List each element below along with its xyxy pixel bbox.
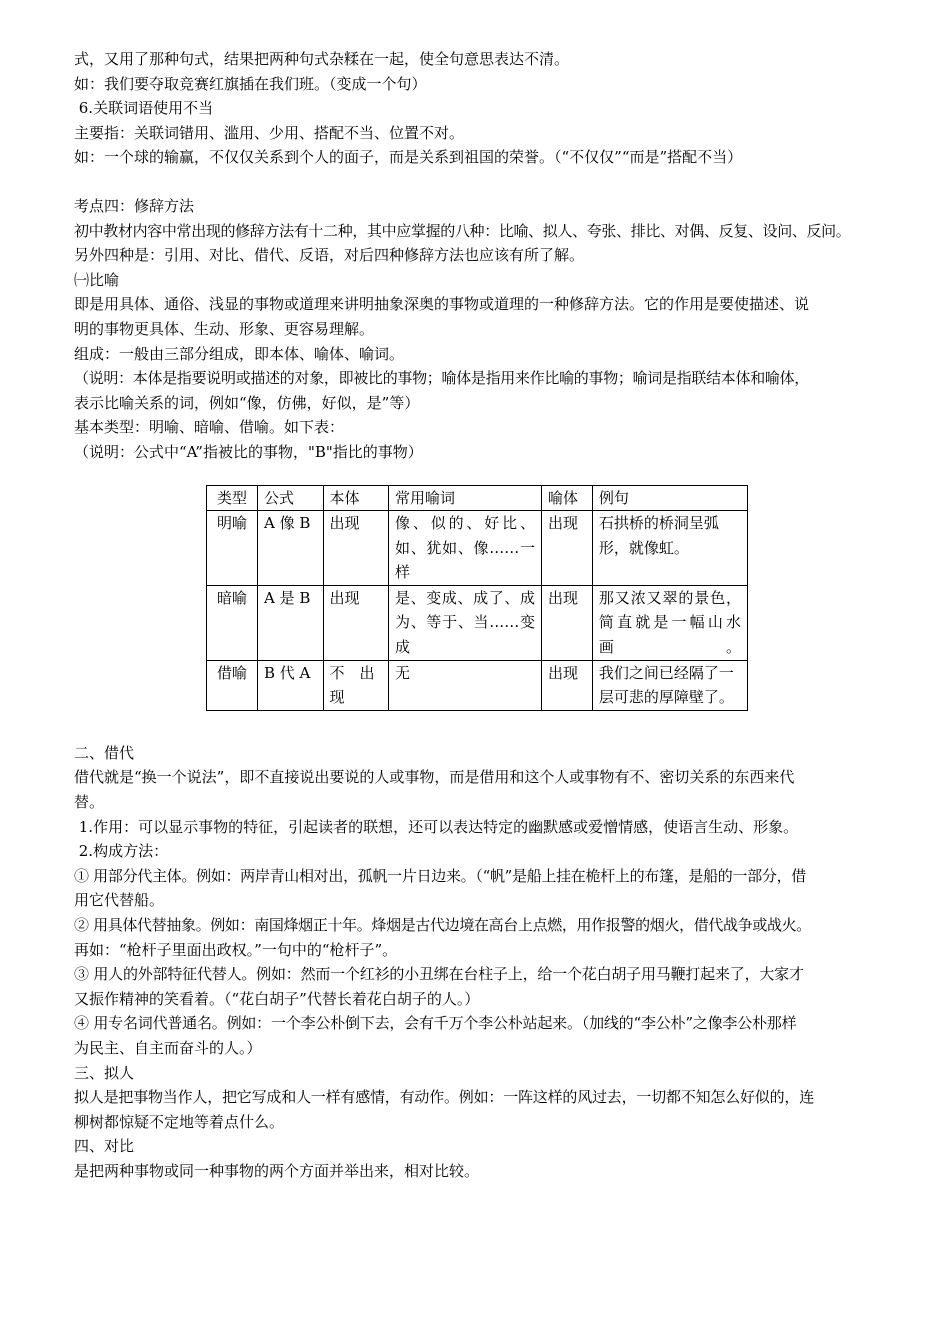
table-cell: 无 (389, 660, 542, 710)
table-cell: A 是 B (257, 585, 323, 660)
paragraph-block-bottom (74, 741, 900, 1184)
text-line: 6.关联词语使用不当 (74, 99, 214, 118)
section-heading: 考点四：修辞方法 (74, 196, 195, 215)
section-rhetoric (74, 194, 900, 465)
text-line: ② 用具体代替抽象。例如：南国烽烟正十年。烽烟是古代边境在高台上点燃，用作报警的烟火，借代战争或战火。 (74, 916, 811, 934)
text-line: 2.构成方法： (74, 842, 169, 861)
section-heading: 四、对比 (74, 1137, 135, 1156)
text-line: ③ 用人的外部特征代替人。例如：然而一个红衫的小丑绑在台柱子上，给一个花白胡子用马鞭打起来了，大家才 (74, 965, 804, 984)
document-page (74, 47, 900, 1184)
table-header-cell: 例句 (592, 485, 747, 511)
metaphor-table-wrapper (206, 485, 748, 711)
table-cell: 是、变成、成了、成为、等于、当……变成 (389, 585, 542, 660)
text-line: 明的事物更具体、生动、形象、更容易理解。 (74, 319, 375, 338)
section-heading: 三、拟人 (74, 1063, 135, 1082)
text-line: 另外四种是：引用、对比、借代、反语，对后四种修辞方法也应该有所了解。 (74, 246, 585, 265)
table-cell: 那又浓又翠的景色，简直就是一幅山水画。 (592, 585, 747, 660)
table-cell: 出现 (323, 511, 389, 586)
text-line: 1.作用：可以显示事物的特征，引起读者的联想，还可以表达特定的幽默感或爱憎情感，使语言生动、形象。 (74, 817, 799, 836)
table-header-row (207, 485, 748, 511)
table-header-cell: 常用喻词 (389, 485, 542, 511)
table-cell: 我们之间已经隔了一层可悲的厚障壁了。 (592, 660, 747, 710)
text-line: ① 用部分代主体。例如：两岸青山相对出，孤帆一片日边来。（“帆”是船上挂在桅杆上的布篷，是船的一部分，借 (74, 866, 807, 885)
text-line: 表示比喻关系的词，例如“像，仿佛，好似，是”等） (74, 393, 420, 412)
table-cell: 出现 (541, 660, 592, 710)
section-heading: 二、借代 (74, 743, 135, 762)
table-cell: 不 出现 (323, 660, 389, 710)
table-cell: 暗喻 (207, 585, 258, 660)
table-row (207, 585, 748, 660)
table-cell: 明喻 (207, 511, 258, 586)
text-line: 基本类型：明喻、暗喻、借喻。如下表： (74, 418, 345, 437)
text-line: 如：一个球的输赢，不仅仅关系到个人的面子，而是关系到祖国的荣誉。（“不仅仅”“而是”搭配不当） (74, 148, 743, 167)
text-line: 借代就是“换一个说法”，即不直接说出要说的人或事物，而是借用和这个人或事物有不、密切关系的东西来代 (74, 768, 795, 787)
table-cell: 借喻 (207, 660, 258, 710)
text-line: 拟人是把事物当作人，把它写成和人一样有感情，有动作。例如：一阵这样的风过去，一切都不知怎么好似的，连 (74, 1088, 815, 1107)
text-line: 是把两种事物或同一种事物的两个方面并举出来，相对比较。 (74, 1161, 480, 1180)
table-cell: 石拱桥的桥洞呈弧形，就像虹。 (592, 511, 747, 586)
table-header-cell: 喻体 (541, 485, 592, 511)
table-cell: 出现 (323, 585, 389, 660)
text-line: 用它代替船。 (74, 891, 165, 910)
text-line: （说明：公式中“A”指被比的事物，"B"指比的事物） (74, 442, 423, 461)
table-cell: B 代 A (257, 660, 323, 710)
text-line: 组成：一般由三部分组成，即本体、喻体、喻词。 (74, 344, 405, 363)
text-line: 如：我们要夺取竞赛红旗插在我们班。（变成一个句） (74, 74, 427, 93)
text-line: 式，又用了那种句式，结果把两种句式杂糅在一起，使全句意思表达不清。 (74, 50, 570, 68)
table-cell: A 像 B (257, 511, 323, 586)
metaphor-table (206, 485, 748, 711)
text-line: （说明：本体是指要说明或描述的对象，即被比的事物；喻体是指用来作比喻的事物；喻词是指联结本体和喻体， (74, 369, 810, 388)
table-row (207, 511, 748, 586)
text-line: 柳树都惊疑不定地等着点什么。 (74, 1112, 285, 1131)
text-line: 再如：“枪杆子里面出政权。”一句中的“枪杆子”。 (74, 940, 398, 959)
table-header-cell: 公式 (257, 485, 323, 511)
table-row (207, 660, 748, 710)
table-header-cell: 类型 (207, 485, 258, 511)
text-line: 替。 (74, 793, 105, 812)
text-line: ④ 用专名词代普通名。例如：一个李公朴倒下去，会有千万个李公朴站起来。（加线的“李公朴”之像李公朴那样 (74, 1014, 797, 1033)
table-cell: 出现 (541, 511, 592, 586)
text-line: 初中教材内容中常出现的修辞方法有十二种，其中应掌握的八种：比喻、拟人、夸张、排比、对偶、反复、设问、反问。 (74, 221, 851, 240)
subsection-heading: ㈠比喻 (74, 270, 120, 289)
text-line: 即是用具体、通俗、浅显的事物或道理来讲明抽象深奥的事物或道理的一种修辞方法。它的作用是要使描述、说 (74, 295, 810, 314)
text-line: 又振作精神的笑看着。（“花白胡子”代替长着花白胡子的人。） (74, 989, 480, 1008)
table-cell: 像、似的、好比、如、犹如、像……一样 (389, 511, 542, 586)
text-line: 主要指：关联词错用、滥用、少用、搭配不当、位置不对。 (74, 123, 465, 142)
paragraph-block-top (74, 47, 900, 170)
blank-line (74, 170, 900, 194)
table-header-cell: 本体 (323, 485, 389, 511)
table-cell: 出现 (541, 585, 592, 660)
text-line: 为民主、自主而奋斗的人。） (74, 1038, 262, 1057)
